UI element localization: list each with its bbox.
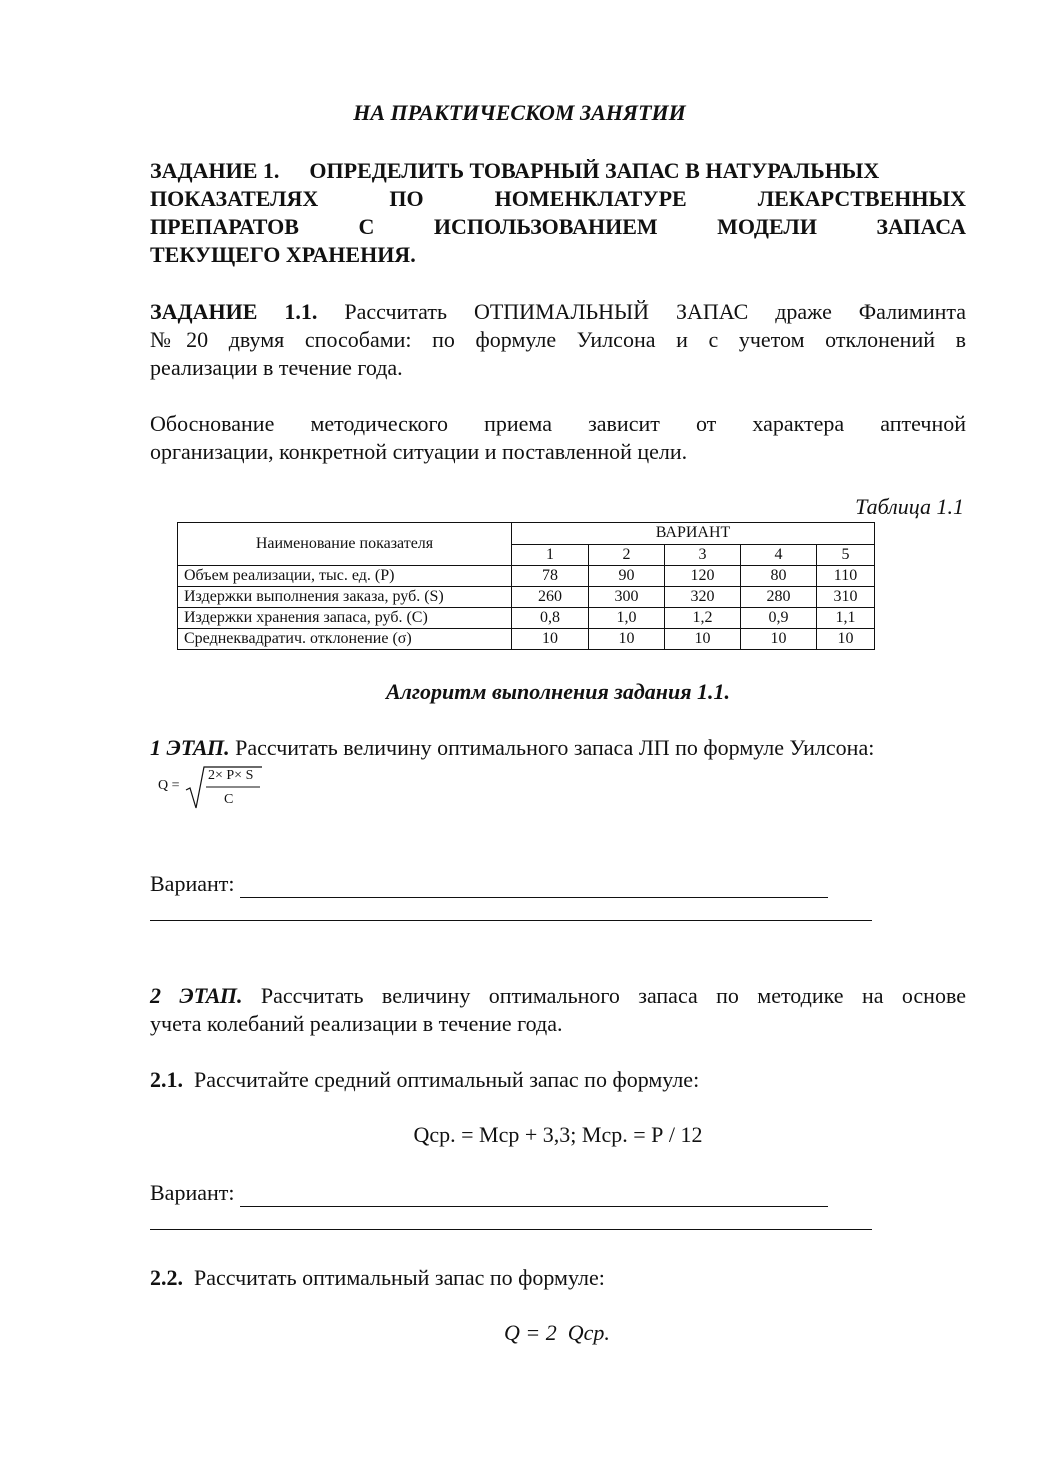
row-value: 120 — [665, 566, 741, 587]
row-name: Среднеквадратич. отклонение (σ) — [178, 629, 512, 650]
variant-cell: 2 — [589, 544, 665, 566]
answer-blank-line[interactable] — [240, 875, 828, 898]
task11-text: Рассчитать ОТПИМАЛЬНЫЙ ЗАПАС драже Фалиминта — [344, 299, 967, 324]
task1-word: МОДЕЛИ — [717, 214, 817, 239]
variant-cell: 1 — [512, 544, 589, 566]
row-value: 1,0 — [589, 608, 665, 629]
task1-word: ЛЕКАРСТВЕННЫХ — [757, 186, 966, 211]
row-value: 310 — [817, 587, 875, 608]
table-caption: Таблица 1.1 — [855, 494, 964, 519]
task1-word: С — [358, 214, 375, 239]
stage1-line — [150, 734, 966, 762]
row-value: 280 — [741, 587, 817, 608]
row-value: 320 — [665, 587, 741, 608]
stage1-text: Рассчитать величину оптимального запаса ЛП по формуле Уилсона: — [235, 735, 875, 760]
header-variant-cell: ВАРИАНТ — [512, 523, 875, 545]
variant-cell: 5 — [817, 544, 875, 566]
row-value: 0,8 — [512, 608, 589, 629]
row-value: 80 — [741, 566, 817, 587]
wilson-formula — [156, 764, 276, 812]
s21-line — [150, 1066, 966, 1094]
stage2-line1 — [150, 982, 966, 1010]
stage2-label: 2 ЭТАП. — [150, 983, 243, 1008]
header-name-cell: Наименование показателя — [178, 523, 512, 566]
basis-line2: организации, конкретной ситуации и поставленной цели. — [150, 439, 688, 464]
formula-lhs: Q = — [158, 778, 180, 793]
row-value: 110 — [817, 566, 875, 587]
basis-line1: Обоснование методического приема зависит от характера аптечной — [150, 411, 966, 436]
row-value: 0,9 — [741, 608, 817, 629]
table-row — [178, 587, 875, 608]
s22-line — [150, 1264, 966, 1292]
variant-answer-2 — [150, 1179, 966, 1207]
row-value: 90 — [589, 566, 665, 587]
row-name: Издержки хранения запаса, руб. (С) — [178, 608, 512, 629]
formula-denominator: C — [224, 792, 234, 807]
row-value: 10 — [512, 629, 589, 650]
task11-line3: реализации в течение года. — [150, 355, 403, 380]
row-value: 260 — [512, 587, 589, 608]
stage2-line2: учета колебаний реализации в течение года. — [150, 1011, 563, 1036]
task1-label: ЗАДАНИЕ 1. — [150, 158, 280, 183]
task1-title-part1: ОПРЕДЕЛИТЬ ТОВАРНЫЙ ЗАПАС В НАТУРАЛЬНЫХ — [309, 158, 880, 183]
variant-label: Вариант: — [150, 1180, 235, 1205]
variant-answer-1 — [150, 870, 966, 898]
s22-label: 2.2. — [150, 1265, 183, 1290]
stage2-text: Рассчитать величину оптимального запаса по методике на основе — [260, 983, 966, 1008]
row-name: Издержки выполнения заказа, руб. (S) — [178, 587, 512, 608]
row-value: 10 — [589, 629, 665, 650]
formula-numerator: 2× P× S — [208, 768, 254, 783]
row-value: 300 — [589, 587, 665, 608]
data-table — [177, 522, 875, 650]
row-value: 1,1 — [817, 608, 875, 629]
variant-cell: 4 — [741, 544, 817, 566]
s22-formula: Q = 2 Qср. — [504, 1320, 610, 1345]
table-row — [178, 629, 875, 650]
s21-label: 2.1. — [150, 1067, 183, 1092]
algorithm-title: Алгоритм выполнения задания 1.1. — [385, 679, 731, 704]
task11-label: ЗАДАНИЕ 1.1. — [150, 299, 318, 324]
s21-formula: Qср. = Мср + 3,3; Мср. = Р / 12 — [413, 1122, 703, 1147]
row-value: 78 — [512, 566, 589, 587]
task1-word: ПО — [389, 186, 424, 211]
task11-line1 — [150, 298, 966, 326]
task1-word: ПРЕПАРАТОВ — [150, 214, 299, 239]
table-row — [178, 608, 875, 629]
s22-text: Рассчитать оптимальный запас по формуле: — [194, 1265, 605, 1290]
row-value: 10 — [665, 629, 741, 650]
answer-blank-line[interactable] — [240, 1184, 828, 1207]
task1-line4: ТЕКУЩЕГО ХРАНЕНИЯ. — [150, 242, 416, 267]
row-name: Объем реализации, тыс. ед. (Р) — [178, 566, 512, 587]
variant-label: Вариант: — [150, 871, 235, 896]
row-value: 1,2 — [665, 608, 741, 629]
task1-line2 — [150, 185, 966, 213]
variant-cell: 3 — [665, 544, 741, 566]
task1-word: НОМЕНКЛАТУРЕ — [494, 186, 687, 211]
task1-word: ИСПОЛЬЗОВАНИЕМ — [433, 214, 658, 239]
task1-line3 — [150, 213, 966, 241]
row-value: 10 — [741, 629, 817, 650]
task1-word: ПОКАЗАТЕЛЯХ — [150, 186, 319, 211]
task1-word: ЗАПАСА — [876, 214, 966, 239]
stage1-label: 1 ЭТАП. — [150, 735, 230, 760]
table-header-row — [178, 523, 875, 545]
task11-line2: №20 двумя способами: по формуле Уилсона и с учетом отклонений в — [150, 327, 966, 352]
row-value: 10 — [817, 629, 875, 650]
s21-text: Рассчитайте средний оптимальный запас по формуле: — [194, 1067, 700, 1092]
page-title: НА ПРАКТИЧЕСКОМ ЗАНЯТИИ — [353, 100, 686, 125]
answer-blank-line[interactable] — [150, 920, 872, 921]
answer-blank-line[interactable] — [150, 1229, 872, 1230]
table-row — [178, 566, 875, 587]
task1-line1 — [150, 157, 966, 185]
